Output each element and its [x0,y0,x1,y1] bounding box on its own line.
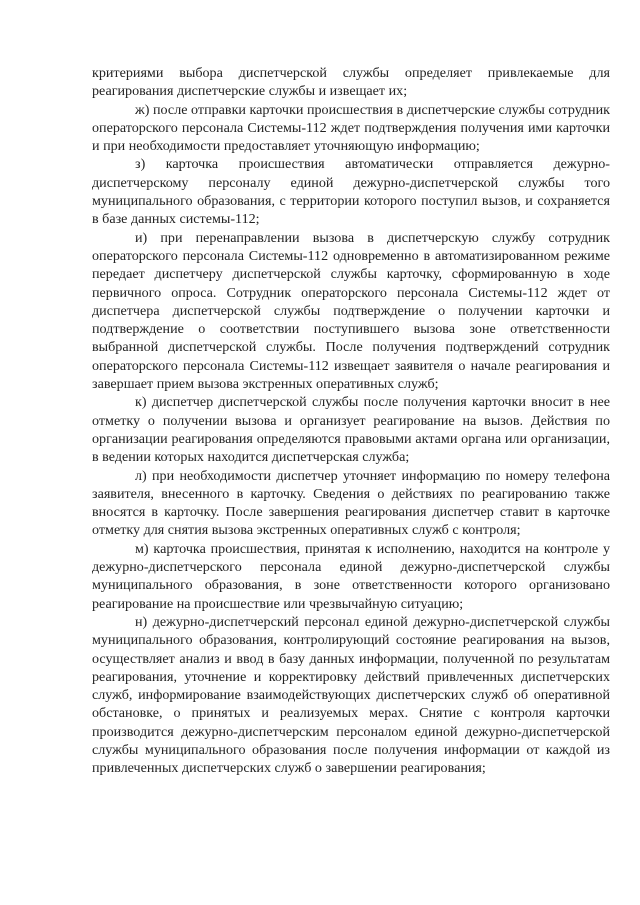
document-body [92,64,610,778]
paragraph-item-l: л) при необходимости диспетчер уточняет информацию по номеру телефона заявителя, внесенного в карточку. Сведения о действиях по реагированию также вносятся в карточку. После завершения реагирования диспетчер ставит в карточке отметку для снятия вызова экстренных оперативных служб с контроля; [92,467,610,539]
paragraph-item-z: з) карточка происшествия автоматически отправляется дежурно-диспетчерскому персоналу единой дежурно-диспетчерской службы того муниципального образования, с территории которого поступил вызов, и сохраняется в базе данных системы-112; [92,156,610,228]
paragraph-item-n: н) дежурно-диспетчерский персонал единой дежурно-диспетчерской службы муниципального образования, контролирующий состояние реагирования на вызов, осуществляет анализ и ввод в базу данных информации, полученной по результатам реагирования, уточнение и корректировку действий привлеченных диспетчерских служб, информирование взаимодействующих диспетчерских служб об оперативной обстановке, о принятых и реализуемых мерах. Снятие с контроля карточки производится дежурно-диспетчерским персоналом единой дежурно-диспетчерской службы муниципального образования после получения информации от каждой из привлеченных диспетчерских служб о завершении реагирования; [92,613,610,777]
paragraph-item-zh: ж) после отправки карточки происшествия в диспетчерские службы сотрудник операторского персонала Системы-112 ждет подтверждения получения ими карточки и при необходимости предоставляет уточняющую информацию; [92,101,610,155]
paragraph-item-k: к) диспетчер диспетчерской службы после получения карточки вносит в нее отметку о получении вызова и организует реагирование на вызов. Действия по организации реагирования определяются правовыми актами органа или организации, в ведении которых находится диспетчерская служба; [92,394,610,466]
paragraph-item-m: м) карточка происшествия, принятая к исполнению, находится на контроле у дежурно-диспетчерского персонала единой дежурно-диспетчерской службы муниципального образования, в зоне ответственности которого организовано реагирование на происшествие или чрезвычайную ситуацию; [92,540,610,612]
paragraph-continuation: критериями выбора диспетчерской службы определяет привлекаемые для реагирования диспетчерские службы и извещает их; [92,65,610,100]
paragraph-item-i: и) при перенаправлении вызова в диспетчерскую службу сотрудник операторского персонала Системы-112 одновременно в автоматизированном режиме передает диспетчеру диспетчерской службы карточку, сформированную в ходе первичного опроса. Сотрудник операторского персонала Системы-112 ждет от диспетчера диспетчерской службы подтверждение о получении карточки и подтверждение о соответствии поступившего вызова зоне ответственности выбранной диспетчерской службы. После получения подтверждений сотрудник операторского персонала Системы-112 извещает заявителя о начале реагирования и завершает прием вызова экстренных оперативных служб; [92,229,610,393]
